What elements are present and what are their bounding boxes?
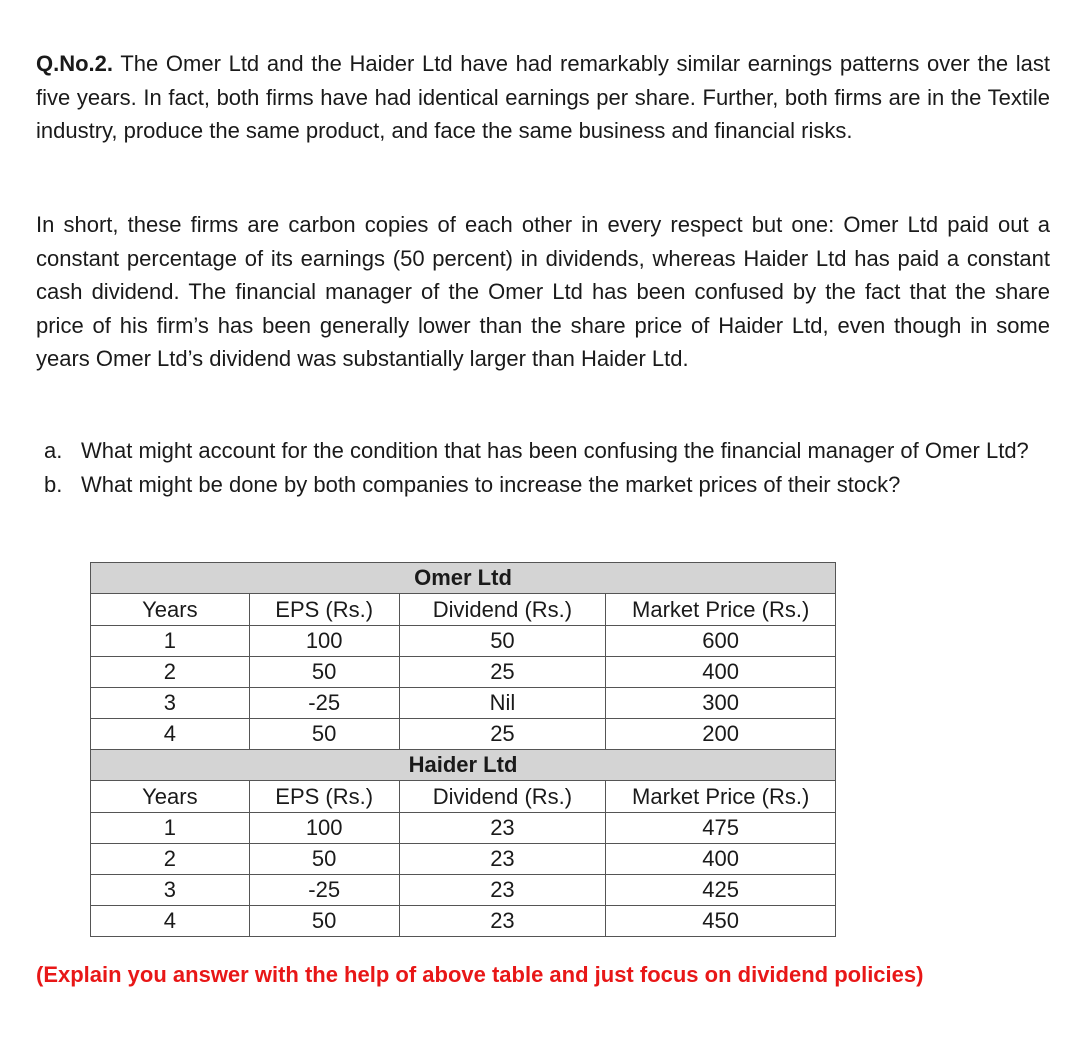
table-row [91, 813, 836, 844]
sub-question-a [36, 434, 1050, 468]
question-text-1: The Omer Ltd and the Haider Ltd have had remarkably similar earnings patterns over the last five years. In fact, both firms have had identical earnings per share. Further, both firms are in the Textile industry, produce the same product, and face the same business and financial risks. [36, 51, 1051, 143]
table-cell: 23 [399, 813, 606, 844]
column-header: EPS (Rs.) [249, 781, 399, 813]
table-cell: 425 [606, 875, 836, 906]
table-group-header-haider [91, 750, 836, 781]
table-cell: 50 [249, 657, 399, 688]
table-cell: 1 [91, 626, 250, 657]
column-header: Years [91, 594, 250, 626]
column-header: Dividend (Rs.) [399, 594, 606, 626]
table-cell: 400 [606, 844, 836, 875]
table-cell: 25 [399, 719, 606, 750]
question-label: Q.No.2. [36, 51, 114, 76]
table-cell: -25 [249, 875, 399, 906]
table-cell: 100 [249, 626, 399, 657]
table-cell: -25 [249, 688, 399, 719]
table-cell: 4 [91, 906, 250, 937]
table-row [91, 688, 836, 719]
table-cell: 50 [249, 906, 399, 937]
group-title: Haider Ltd [91, 750, 836, 781]
table-cell: 200 [606, 719, 836, 750]
table-cell: 300 [606, 688, 836, 719]
table-cell: 400 [606, 657, 836, 688]
sub-question-list [36, 434, 1050, 502]
column-header: Years [91, 781, 250, 813]
table-cell: 100 [249, 813, 399, 844]
table-row [91, 626, 836, 657]
table-cell: Nil [399, 688, 606, 719]
table-cell: 23 [399, 906, 606, 937]
dividend-data-table [90, 562, 836, 937]
table-cell: 3 [91, 875, 250, 906]
sub-question-b [36, 468, 1050, 502]
table-header-row [91, 781, 836, 813]
sub-question-text: What might be done by both companies to increase the market prices of their stock? [81, 472, 901, 497]
table-cell: 25 [399, 657, 606, 688]
table-header-row [91, 594, 836, 626]
table-cell: 23 [399, 875, 606, 906]
table-cell: 50 [249, 719, 399, 750]
sub-question-text: What might account for the condition that has been confusing the financial manager of Omer Ltd? [81, 438, 1029, 463]
question-paragraph-1 [36, 47, 1050, 148]
column-header: Market Price (Rs.) [606, 594, 836, 626]
table-cell: 23 [399, 844, 606, 875]
group-title: Omer Ltd [91, 563, 836, 594]
table-group-header-omer [91, 563, 836, 594]
column-header: Market Price (Rs.) [606, 781, 836, 813]
table-cell: 2 [91, 844, 250, 875]
table-row [91, 906, 836, 937]
table-row [91, 719, 836, 750]
table-cell: 4 [91, 719, 250, 750]
table-cell: 3 [91, 688, 250, 719]
table-cell: 2 [91, 657, 250, 688]
column-header: EPS (Rs.) [249, 594, 399, 626]
table-row [91, 657, 836, 688]
table-row [91, 875, 836, 906]
column-header: Dividend (Rs.) [399, 781, 606, 813]
table-cell: 475 [606, 813, 836, 844]
question-paragraph-2: In short, these firms are carbon copies of each other in every respect but one: Omer Ltd paid out a constant percentage of its earnings (50 percent) in dividends, whereas Haider Ltd has paid a constant cash dividend. The financial manager of the Omer Ltd has been confused by the fact that the share price of his firm’s has been generally lower than the share price of Haider Ltd, even though in some years Omer Ltd’s dividend was substantially larger than Haider Ltd. [36, 212, 1050, 371]
sub-question-marker: b. [44, 472, 63, 497]
table-cell: 450 [606, 906, 836, 937]
table-cell: 50 [249, 844, 399, 875]
sub-question-marker: a. [44, 438, 63, 463]
table-cell: 50 [399, 626, 606, 657]
table-row [91, 844, 836, 875]
table-cell: 1 [91, 813, 250, 844]
table-cell: 600 [606, 626, 836, 657]
instruction-note: (Explain you answer with the help of above table and just focus on dividend policies) [36, 962, 924, 987]
